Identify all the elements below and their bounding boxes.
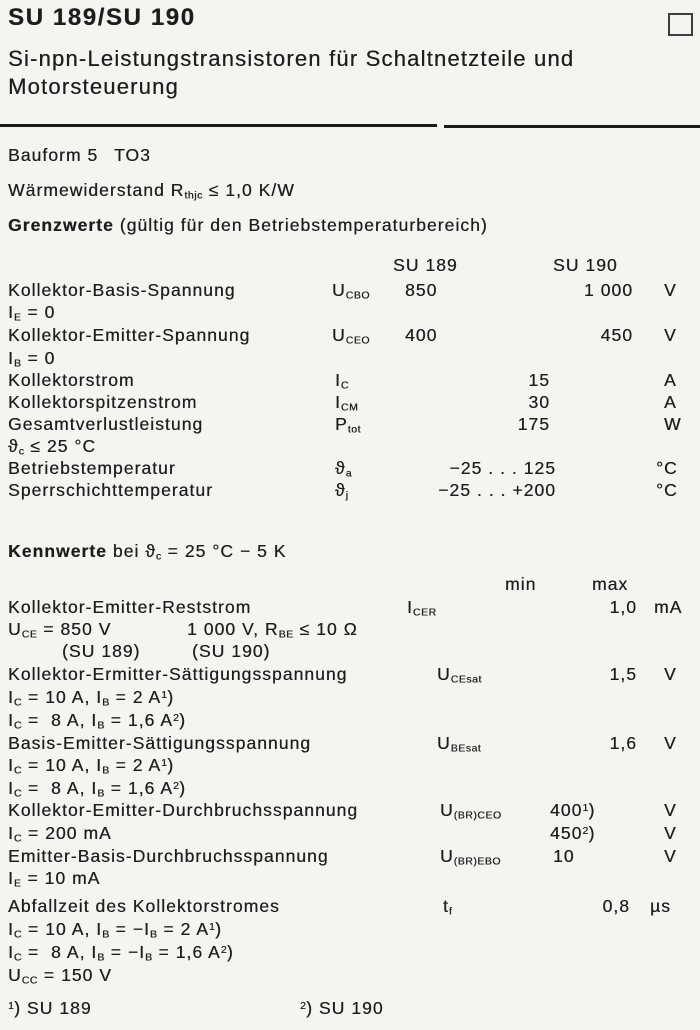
condition-line xyxy=(0,778,700,801)
col-header-min: min xyxy=(505,574,537,594)
value-min: $450^2$) xyxy=(550,823,596,843)
value-max: 1,5 xyxy=(609,664,637,684)
condition-line xyxy=(0,348,700,371)
value-su190: 1 000 xyxy=(583,280,633,300)
param-label: Kollektorstrom xyxy=(8,370,135,390)
thermal-resistance-text: Wärmewiderstand $R_{thjc} \le 1,0$ K/W xyxy=(8,180,295,202)
unit: V xyxy=(664,846,677,866)
grenzwerte-heading-text: Grenzwerte (gültig für den Betriebstemperaturbereich) xyxy=(8,215,488,235)
condition-line xyxy=(0,868,700,891)
condition-line xyxy=(0,641,700,664)
param-symbol: $I_C$ xyxy=(335,370,350,392)
condition-text: $I_C = 10$ A, $I_B = 2$ $A^1$) xyxy=(8,687,175,709)
param-label: Kollektor-Ermitter-Sättigungsspannung xyxy=(8,664,348,684)
bauform-label: Bauform 5 xyxy=(8,145,99,165)
value-both: 15 xyxy=(528,370,550,390)
condition-line xyxy=(0,436,700,459)
unit: V xyxy=(664,664,677,684)
subtitle-line-2 xyxy=(0,74,700,102)
value-max: 0,8 xyxy=(602,896,630,916)
param-symbol: $U_{(BR)EBO}$ xyxy=(440,846,501,868)
value-both: 175 xyxy=(517,414,550,434)
thermal-resistance-line xyxy=(0,180,700,203)
grenzwerte-heading xyxy=(0,215,700,238)
condition-line xyxy=(0,710,700,733)
condition-text: $I_B = 0$ xyxy=(8,348,56,370)
param-symbol: $U_{(BR)CEO}$ xyxy=(440,800,502,822)
param-label: Sperrschichttemperatur xyxy=(8,480,213,500)
col-header-su189: SU 189 xyxy=(393,255,458,275)
param-symbol: $U_{BEsat}$ xyxy=(437,733,482,755)
value-min: 10 xyxy=(553,846,575,866)
table-row xyxy=(0,325,700,348)
value-su190: 450 xyxy=(600,325,633,345)
condition-text: (SU 189) xyxy=(62,641,141,661)
param-label: Kollektorspitzenstrom xyxy=(8,392,198,412)
param-symbol: $ϑ_a$ xyxy=(335,458,352,480)
condition-line xyxy=(0,302,700,325)
value-both: 30 xyxy=(528,392,550,412)
table-row xyxy=(0,597,700,620)
condition-text: 1 000 V, $R_{BE} \le 10$ Ω xyxy=(187,619,358,641)
condition-line xyxy=(0,755,700,778)
condition-line xyxy=(0,942,700,965)
horizontal-rule-right xyxy=(444,125,700,128)
subtitle-line-1 xyxy=(0,46,700,74)
table-row xyxy=(0,480,700,503)
param-label: Gesamtverlustleistung xyxy=(8,414,204,434)
bauform-line xyxy=(0,145,700,168)
table-row xyxy=(0,823,700,846)
condition-text: $I_E = 10$ mA xyxy=(8,868,101,890)
param-label: Betriebstemperatur xyxy=(8,458,176,478)
col-header-max: max xyxy=(592,574,629,594)
table-row xyxy=(0,392,700,415)
param-label: Kollektor-Emitter-Durchbruchsspannung xyxy=(8,800,359,820)
condition-line xyxy=(0,965,700,988)
page-title-line xyxy=(0,4,700,34)
condition-text: (SU 190) xyxy=(192,641,271,661)
param-symbol: $I_{CM}$ xyxy=(335,392,359,414)
condition-text: $I_C = 8$ A, $I_B = 1,6$ $A^2$) xyxy=(8,778,187,800)
type-column-header xyxy=(0,255,700,278)
param-symbol: $U_{CBO}$ xyxy=(332,280,370,302)
condition-line xyxy=(0,687,700,710)
param-label: Kollektor-Emitter-Spannung xyxy=(8,325,251,345)
unit: °C xyxy=(656,480,678,500)
value-max: 1,6 xyxy=(609,733,637,753)
value-min: $400^1$) xyxy=(550,800,596,820)
table-row xyxy=(0,370,700,393)
param-symbol: $P_{tot}$ xyxy=(335,414,361,436)
value-both: −25 . . . +200 xyxy=(438,480,556,500)
condition-line xyxy=(0,919,700,942)
unit: °C xyxy=(656,458,678,478)
table-row xyxy=(0,664,700,687)
footnote-1: $^1$) SU 189 xyxy=(8,998,92,1018)
unit: µs xyxy=(650,896,671,916)
table-row xyxy=(0,800,700,823)
condition-text: $I_C = 8$ A, $I_B = -I_B = 1,6$ $A^2$) xyxy=(8,942,234,964)
page-title: SU 189/SU 190 xyxy=(8,4,196,31)
param-label: Kollektor-Emitter-Reststrom xyxy=(8,597,252,617)
footnotes-line xyxy=(0,998,700,1021)
condition-text: $I_C = 10$ A, $I_B = -I_B = 2$ $A^1$) xyxy=(8,919,222,941)
minmax-column-header xyxy=(0,574,700,597)
param-label: Kollektor-Basis-Spannung xyxy=(8,280,236,300)
condition-text: $I_C = 10$ A, $I_B = 2$ $A^1$) xyxy=(8,755,175,777)
param-symbol: $t_f$ xyxy=(443,896,453,918)
condition-text: $I_C = 200$ mA xyxy=(8,823,112,845)
table-row xyxy=(0,280,700,303)
value-su189: 400 xyxy=(405,325,438,345)
condition-line xyxy=(0,619,700,642)
value-max: 1,0 xyxy=(609,597,637,617)
table-row xyxy=(0,846,700,869)
unit: V xyxy=(664,800,677,820)
unit: V xyxy=(664,325,677,345)
col-header-su190: SU 190 xyxy=(553,255,618,275)
kennwerte-heading xyxy=(0,541,700,564)
value-su189: 850 xyxy=(405,280,438,300)
horizontal-rule-left xyxy=(0,124,437,127)
kennwerte-heading-text: Kennwerte bei $ϑ_c = 25$ °C − 5 K xyxy=(8,541,287,563)
param-symbol: $ϑ_j$ xyxy=(335,480,349,502)
param-symbol: $U_{CEsat}$ xyxy=(437,664,482,686)
subtitle-text-1: Si-npn-Leistungstransistoren für Schaltnetzteile und xyxy=(8,46,575,71)
unit: mA xyxy=(654,597,683,617)
square-outline-icon xyxy=(668,13,693,36)
bauform-value: TO3 xyxy=(114,145,151,165)
subtitle-text-2: Motorsteuerung xyxy=(8,74,179,99)
table-row xyxy=(0,414,700,437)
param-symbol: $I_{CER}$ xyxy=(407,597,437,619)
table-row xyxy=(0,733,700,756)
unit: A xyxy=(664,392,677,412)
condition-text: $U_{CE} = 850$ V xyxy=(8,619,112,641)
param-label: Basis-Emitter-Sättigungsspannung xyxy=(8,733,312,753)
value-both: −25 . . . 125 xyxy=(449,458,556,478)
footnote-2: $^2$) SU 190 xyxy=(300,998,384,1018)
param-symbol: $U_{CEO}$ xyxy=(332,325,370,347)
condition-text: $ϑ_c \le 25$ °C xyxy=(8,436,97,458)
param-label: Abfallzeit des Kollektorstromes xyxy=(8,896,280,916)
unit: A xyxy=(664,370,677,390)
unit: W xyxy=(664,414,682,434)
unit: V xyxy=(664,823,677,843)
condition-text: $I_E = 0$ xyxy=(8,302,56,324)
condition-text: $I_C = 8$ A, $I_B = 1,6$ $A^2$) xyxy=(8,710,187,732)
unit: V xyxy=(664,280,677,300)
table-row xyxy=(0,458,700,481)
param-label: Emitter-Basis-Durchbruchsspannung xyxy=(8,846,329,866)
condition-text: $U_{CC} = 150$ V xyxy=(8,965,112,987)
table-row xyxy=(0,896,700,919)
unit: V xyxy=(664,733,677,753)
